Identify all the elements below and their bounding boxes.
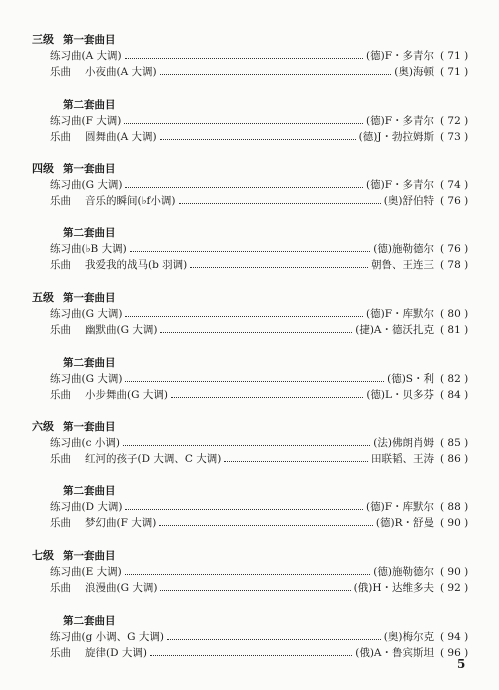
toc-entry xyxy=(0,241,499,257)
set-header xyxy=(0,225,499,241)
piece-kind: 练习曲 xyxy=(50,566,82,578)
toc-entry xyxy=(0,499,499,515)
dot-leader xyxy=(125,58,363,59)
set-header xyxy=(0,613,499,629)
piece-title: (G 大调) xyxy=(81,308,123,320)
page-reference: ( 85 ) xyxy=(440,437,469,449)
toc-entry xyxy=(0,322,499,338)
composer-name: (德)F・库默尔 xyxy=(366,501,434,513)
piece-title: (D 大调) xyxy=(81,501,123,513)
entry-title xyxy=(50,257,187,273)
piece-kind: 乐曲 xyxy=(50,259,71,271)
composer-name: (俄)A・鲁宾斯坦 xyxy=(355,647,434,659)
page-reference: ( 92 ) xyxy=(440,582,469,594)
grade-header xyxy=(0,290,499,306)
entry-title xyxy=(50,322,157,338)
piece-kind: 练习曲 xyxy=(50,243,82,255)
page-reference: ( 90 ) xyxy=(440,566,469,578)
composer-name: (法)佛朗肖姆 xyxy=(373,437,434,449)
piece-kind: 乐曲 xyxy=(50,195,71,207)
toc-entry xyxy=(0,580,499,596)
page-reference: ( 71 ) xyxy=(440,50,469,62)
set-header xyxy=(0,355,499,371)
piece-kind: 乐曲 xyxy=(50,324,71,336)
toc-entry xyxy=(0,257,499,273)
composer-name: (奥)舒伯特 xyxy=(383,195,434,207)
piece-kind: 练习曲 xyxy=(50,373,82,385)
piece-title: (g 小调、G 大调) xyxy=(81,631,164,643)
composer-name: (德)F・多青尔 xyxy=(366,50,434,62)
set-header xyxy=(0,483,499,499)
page-reference: ( 71 ) xyxy=(440,66,469,78)
set-title: 第二套曲目 xyxy=(63,615,116,627)
dot-leader xyxy=(224,461,368,462)
entry-title xyxy=(50,241,127,257)
toc-entry xyxy=(0,564,499,580)
set-title: 第二套曲目 xyxy=(63,485,116,497)
toc-entry xyxy=(0,48,499,64)
entry-title xyxy=(50,499,122,515)
piece-title: (♭B 大调) xyxy=(81,243,127,255)
set-title: 第二套曲目 xyxy=(63,227,116,239)
piece-kind: 练习曲 xyxy=(50,179,82,191)
grade-header xyxy=(0,548,499,564)
page-reference: ( 86 ) xyxy=(440,453,469,465)
entry-title xyxy=(50,451,221,467)
set-title: 第一套曲目 xyxy=(63,421,116,433)
page-reference: ( 80 ) xyxy=(440,308,469,320)
piece-kind: 乐曲 xyxy=(50,647,71,659)
toc-entry xyxy=(0,177,499,193)
composer-name: (德)F・多青尔 xyxy=(366,115,434,127)
toc-entry xyxy=(0,306,499,322)
entry-title xyxy=(50,113,121,129)
toc-entry xyxy=(0,645,499,661)
entry-title xyxy=(50,564,122,580)
dot-leader xyxy=(125,316,363,317)
piece-title: 红河的孩子(D 大调、C 大调) xyxy=(85,453,222,465)
page-reference: ( 78 ) xyxy=(440,259,469,271)
set-title: 第一套曲目 xyxy=(63,163,116,175)
piece-kind: 乐曲 xyxy=(50,453,71,465)
piece-title: (G 大调) xyxy=(81,179,123,191)
composer-name: (德)F・多青尔 xyxy=(366,179,434,191)
grade-label: 七级 xyxy=(32,549,54,562)
dot-leader xyxy=(160,139,356,140)
dot-leader xyxy=(160,590,350,591)
dot-leader xyxy=(125,187,363,188)
grade-header xyxy=(0,419,499,435)
grade-label: 六级 xyxy=(32,420,54,433)
page-reference: ( 76 ) xyxy=(440,243,469,255)
entry-title xyxy=(50,387,168,403)
piece-title: 小步舞曲(G 大调) xyxy=(85,389,168,401)
toc-entry xyxy=(0,64,499,80)
dot-leader xyxy=(150,655,352,656)
toc-entry xyxy=(0,451,499,467)
dot-leader xyxy=(130,251,371,252)
piece-title: 我爱我的战马(b 羽调) xyxy=(85,259,188,271)
page-number: 5 xyxy=(457,657,466,671)
piece-kind: 练习曲 xyxy=(50,501,82,513)
grade-label: 四级 xyxy=(32,162,54,175)
piece-kind: 练习曲 xyxy=(50,437,82,449)
set-title: 第二套曲目 xyxy=(63,357,116,369)
entry-title xyxy=(50,629,164,645)
page-reference: ( 74 ) xyxy=(440,179,469,191)
piece-kind: 练习曲 xyxy=(50,631,82,643)
composer-name: (捷)A・德沃扎克 xyxy=(355,324,434,336)
page-reference: ( 90 ) xyxy=(440,517,469,529)
dot-leader xyxy=(167,639,381,640)
piece-title: (G 大调) xyxy=(81,373,123,385)
piece-title: 幽默曲(G 大调) xyxy=(85,324,158,336)
toc-entry xyxy=(0,387,499,403)
piece-kind: 乐曲 xyxy=(50,131,71,143)
set-title: 第二套曲目 xyxy=(63,99,116,111)
entry-title xyxy=(50,193,176,209)
page-reference: ( 96 ) xyxy=(440,647,469,659)
entry-title xyxy=(50,580,157,596)
composer-name: (奥)梅尔克 xyxy=(383,631,434,643)
composer-name: (奥)海顿 xyxy=(394,66,434,78)
composer-name: (俄)H・达维多夫 xyxy=(353,582,434,594)
dot-leader xyxy=(190,267,368,268)
composer-name: 田联韬、王涛 xyxy=(371,453,434,465)
composer-name: 朝鲁、王连三 xyxy=(371,259,434,271)
piece-kind: 练习曲 xyxy=(50,50,82,62)
toc-entry xyxy=(0,435,499,451)
piece-title: 浪漫曲(G 大调) xyxy=(85,582,158,594)
composer-name: (德)施勒德尔 xyxy=(373,566,434,578)
dot-leader xyxy=(179,203,381,204)
entry-title xyxy=(50,306,122,322)
page-reference: ( 88 ) xyxy=(440,501,469,513)
entry-title xyxy=(50,435,120,451)
toc-entry xyxy=(0,515,499,531)
page-reference: ( 94 ) xyxy=(440,631,469,643)
dot-leader xyxy=(124,123,363,124)
composer-name: (德)J・勃拉姆斯 xyxy=(358,131,434,143)
page-reference: ( 84 ) xyxy=(440,389,469,401)
toc-entry xyxy=(0,113,499,129)
page-reference: ( 76 ) xyxy=(440,195,469,207)
piece-kind: 乐曲 xyxy=(50,389,71,401)
entry-title xyxy=(50,177,122,193)
page-reference: ( 81 ) xyxy=(440,324,469,336)
toc-entry xyxy=(0,129,499,145)
entry-title xyxy=(50,645,147,661)
grade-label: 五级 xyxy=(32,291,54,304)
piece-title: (E 大调) xyxy=(81,566,122,578)
piece-title: 旋律(D 大调) xyxy=(85,647,147,659)
composer-name: (德)L・贝多芬 xyxy=(366,389,434,401)
piece-title: 梦幻曲(F 大调) xyxy=(85,517,157,529)
piece-title: 音乐的瞬间(♭f小调) xyxy=(85,195,176,207)
entry-title xyxy=(50,48,122,64)
piece-kind: 乐曲 xyxy=(50,582,71,594)
set-title: 第一套曲目 xyxy=(63,292,116,304)
dot-leader xyxy=(125,509,363,510)
piece-kind: 乐曲 xyxy=(50,66,71,78)
dot-leader xyxy=(123,445,370,446)
composer-name: (德)S・利 xyxy=(387,373,434,385)
piece-kind: 练习曲 xyxy=(50,115,82,127)
composer-name: (德)F・库默尔 xyxy=(366,308,434,320)
set-title: 第一套曲目 xyxy=(63,550,116,562)
entry-title xyxy=(50,371,122,387)
piece-title: 圆舞曲(A 大调) xyxy=(85,131,157,143)
grade-header xyxy=(0,161,499,177)
page-reference: ( 82 ) xyxy=(440,373,469,385)
entry-title xyxy=(50,129,157,145)
composer-name: (德)施勒德尔 xyxy=(373,243,434,255)
page-reference: ( 73 ) xyxy=(440,131,469,143)
dot-leader xyxy=(171,397,363,398)
set-title: 第一套曲目 xyxy=(63,34,116,46)
entry-title xyxy=(50,515,156,531)
entry-title xyxy=(50,64,157,80)
toc-entry xyxy=(0,629,499,645)
dot-leader xyxy=(125,574,371,575)
piece-title: (F 大调) xyxy=(81,115,122,127)
piece-title: (c 小调) xyxy=(81,437,120,449)
set-header xyxy=(0,97,499,113)
page-reference: ( 72 ) xyxy=(440,115,469,127)
piece-title: 小夜曲(A 大调) xyxy=(85,66,157,78)
piece-kind: 练习曲 xyxy=(50,308,82,320)
grade-label: 三级 xyxy=(32,33,54,46)
piece-title: (A 大调) xyxy=(81,50,122,62)
dot-leader xyxy=(159,525,373,526)
piece-kind: 乐曲 xyxy=(50,517,71,529)
toc-entry xyxy=(0,193,499,209)
composer-name: (德)R・舒曼 xyxy=(375,517,434,529)
grade-header xyxy=(0,32,499,48)
dot-leader xyxy=(160,74,392,75)
toc-entry xyxy=(0,371,499,387)
dot-leader xyxy=(160,332,352,333)
dot-leader xyxy=(125,381,384,382)
